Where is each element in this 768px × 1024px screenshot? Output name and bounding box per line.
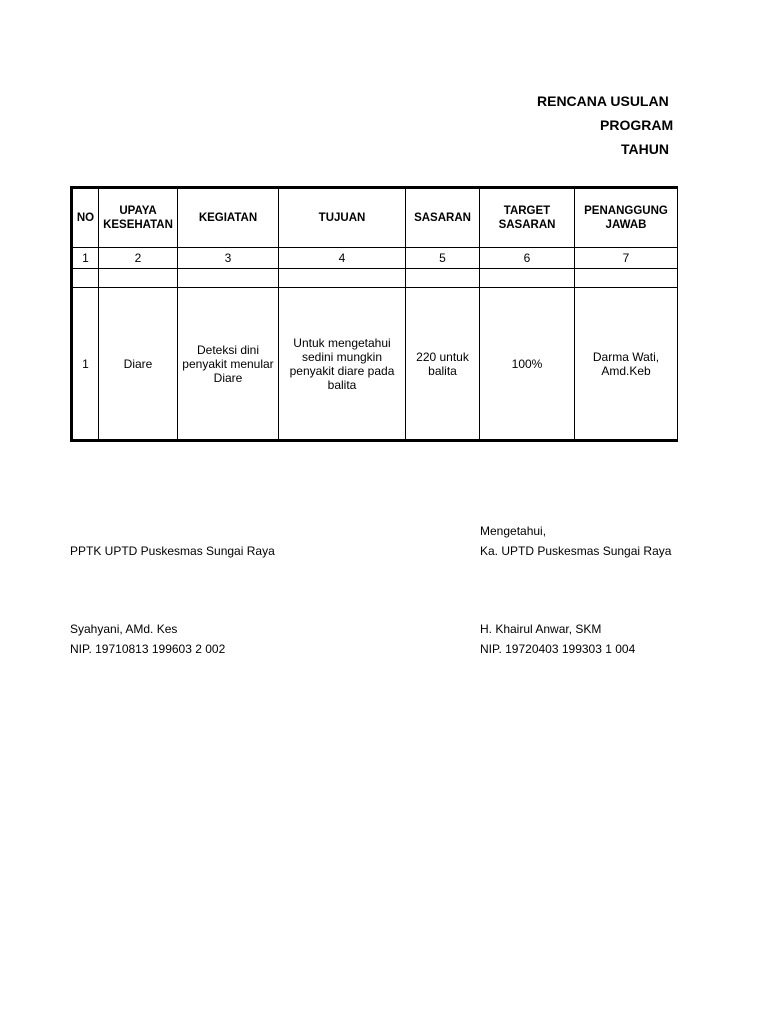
header-no: NO <box>72 188 99 248</box>
title-line-1: RENCANA USULAN <box>537 93 669 109</box>
signer-right-nip: NIP. 19720403 199303 1 004 <box>480 642 636 656</box>
blank-cell <box>72 269 99 288</box>
blank-cell <box>480 269 575 288</box>
header-kegiatan: KEGIATAN <box>178 188 279 248</box>
program-plan-table <box>70 186 678 442</box>
blank-cell <box>575 269 678 288</box>
cell-no: 1 <box>72 288 99 441</box>
signer-left-name: Syahyani, AMd. Kes <box>70 622 178 636</box>
column-number: 2 <box>99 248 178 269</box>
column-number: 6 <box>480 248 575 269</box>
signer-right-role: Ka. UPTD Puskesmas Sungai Raya <box>480 544 672 558</box>
title-line-3: TAHUN <box>621 141 669 157</box>
blank-cell <box>406 269 480 288</box>
header-sasaran: SASARAN <box>406 188 480 248</box>
cell-upaya-kesehatan: Diare <box>99 288 178 441</box>
signer-right-name: H. Khairul Anwar, SKM <box>480 622 602 636</box>
header-tujuan: TUJUAN <box>279 188 406 248</box>
header-target-sasaran: TARGET SASARAN <box>480 188 575 248</box>
cell-sasaran: 220 untuk balita <box>406 288 480 441</box>
column-number: 1 <box>72 248 99 269</box>
blank-row <box>72 269 678 288</box>
signer-left-role: PPTK UPTD Puskesmas Sungai Raya <box>70 544 275 558</box>
blank-cell <box>99 269 178 288</box>
table-row <box>72 288 678 441</box>
header-penanggung-jawab: PENANGGUNG JAWAB <box>575 188 678 248</box>
cell-kegiatan: Deteksi dini penyakit menular Diare <box>178 288 279 441</box>
cell-target-sasaran: 100% <box>480 288 575 441</box>
column-number-row <box>72 248 678 269</box>
cell-penanggung-jawab: Darma Wati, Amd.Keb <box>575 288 678 441</box>
table-header-row <box>72 188 678 248</box>
column-number: 4 <box>279 248 406 269</box>
title-line-2: PROGRAM <box>600 117 674 133</box>
header-upaya-kesehatan: UPAYA KESEHATAN <box>99 188 178 248</box>
blank-cell <box>279 269 406 288</box>
cell-tujuan: Untuk mengetahui sedini mungkin penyakit diare pada balita <box>279 288 406 441</box>
signer-left-nip: NIP. 19710813 199603 2 002 <box>70 642 226 656</box>
column-number: 3 <box>178 248 279 269</box>
blank-cell <box>178 269 279 288</box>
column-number: 7 <box>575 248 678 269</box>
signer-right-acknowledge: Mengetahui, <box>480 524 547 538</box>
column-number: 5 <box>406 248 480 269</box>
